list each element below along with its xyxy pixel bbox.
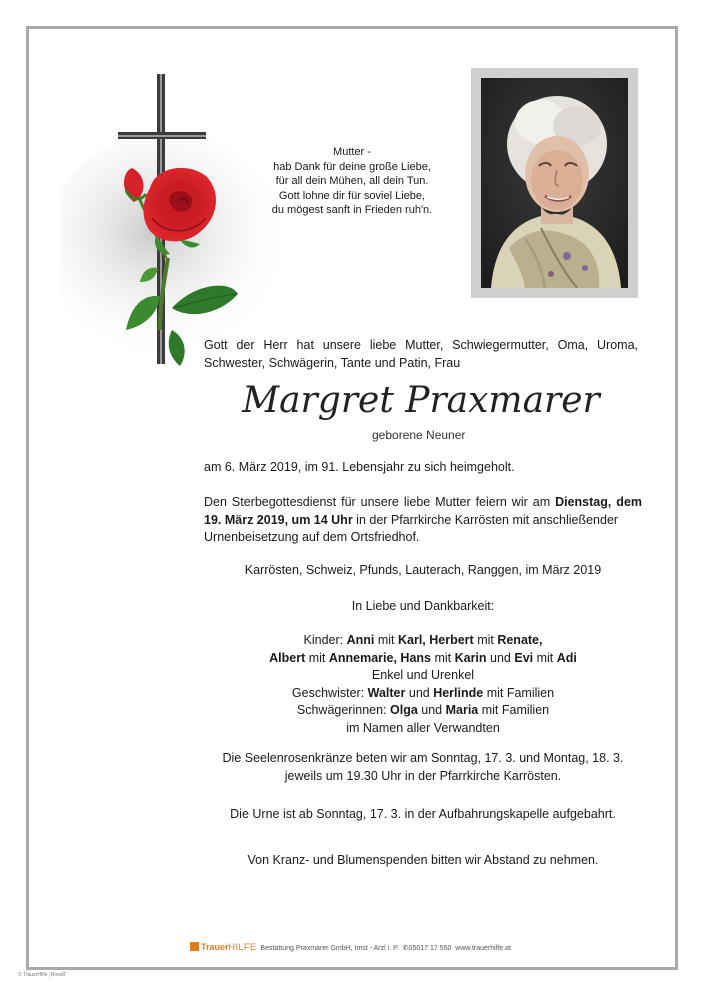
family-name: Albert — [269, 650, 306, 665]
family-conjunction: mit — [305, 650, 329, 665]
gratitude-line: In Liebe und Dankbarkeit: — [351, 599, 495, 613]
rosary-info — [204, 750, 642, 785]
family-conjunction: und — [405, 685, 434, 700]
deceased-name: Margret Praxmarer — [242, 380, 600, 421]
rosary-line: Die Seelenrosenkränze beten wir am Sonntag, 17. 3. und Montag, 18. 3. — [222, 751, 624, 765]
service-line — [204, 512, 642, 530]
service-date-bold: Dienstag, dem — [555, 495, 643, 509]
service-date-bold: 19. März 2019, um 14 Uhr — [204, 512, 353, 527]
poem-line: hab Dank für deine große Liebe, — [273, 160, 431, 173]
family-name: Karl, Herbert — [397, 633, 474, 647]
funeral-service-text — [204, 494, 642, 547]
family-name: Walter — [367, 685, 406, 700]
service-line — [204, 494, 642, 512]
family-conjunction: mit — [430, 650, 455, 665]
family-conjunction: mit — [533, 650, 557, 665]
poem-line: Gott lohne dir für soviel Liebe, — [278, 189, 426, 202]
family-conjunction: mit Familien — [478, 703, 550, 717]
brand-hilfe: HILFE — [228, 942, 257, 952]
family-conjunction: und — [486, 650, 515, 665]
family-line-children-2 — [204, 650, 642, 668]
portrait-frame — [471, 68, 638, 298]
intro-line: Schwester, Schwägerin, Tante und Patin, Frau — [204, 355, 461, 370]
places-line: Karrösten, Schweiz, Pfunds, Lauterach, Ranggen, im März 2019 — [244, 563, 602, 577]
urn-info: Die Urne ist ab Sonntag, 17. 3. in der Aufbahrungskapelle aufgebahrt. — [230, 807, 616, 821]
poem-line: für all dein Mühen, all dein Tun. — [275, 175, 429, 187]
service-line: Urnenbeisetzung auf dem Ortsfriedhof. — [204, 530, 420, 544]
family-label: Schwägerinnen: — [296, 703, 390, 717]
family-name: Annemarie, Hans — [328, 650, 431, 665]
family-name: Olga — [390, 703, 418, 717]
family-line-grandchildren: Enkel und Urenkel — [371, 668, 475, 682]
brand-trauer: Trauer — [201, 942, 229, 952]
maiden-name: geborene Neuner — [372, 428, 466, 442]
family-line-siblings — [204, 685, 642, 703]
family-conjunction: mit — [473, 633, 498, 647]
footer — [190, 942, 530, 956]
footer-phone: 05017 17 550 — [408, 945, 452, 952]
family-name: Maria — [445, 703, 479, 717]
family-name: Evi — [514, 650, 534, 665]
poem — [252, 145, 452, 218]
flowers-note: Von Kranz- und Blumenspenden bitten wir Abstand zu nehmen. — [247, 853, 599, 867]
poem-line: Mutter - — [333, 146, 371, 158]
service-text: in der Pfarrkirche Karrösten mit anschließender — [352, 512, 619, 527]
intro-line: Gott der Herr hat unsere liebe Mutter, Schwiegermutter, Oma, Uroma, — [204, 338, 638, 352]
death-line: am 6. März 2019, im 91. Lebensjahr zu sich heimgeholt. — [204, 460, 515, 474]
family-line-children — [204, 632, 642, 650]
family-conjunction: mit Familien — [483, 685, 555, 700]
intro-text — [204, 337, 638, 372]
family-label: Kinder: — [303, 633, 347, 647]
family-name: Adi — [556, 650, 577, 665]
footer-web[interactable]: www.trauerhilfe.at — [455, 945, 511, 952]
service-text: Den Sterbegottesdienst für unsere liebe Mutter feiern wir am — [204, 495, 556, 509]
family-name: Herlinde — [433, 685, 484, 700]
poem-line: du mögest sanft in Frieden ruh'n. — [271, 204, 433, 216]
family-name: Renate, — [497, 633, 543, 647]
copyright-note: © TrauerHilfe „Rose8" — [18, 972, 67, 978]
portrait-photo — [481, 78, 628, 288]
rosary-line: jeweils um 19.30 Uhr in der Pfarrkirche Karrösten. — [284, 768, 562, 783]
family-line-relatives: im Namen aller Verwandten — [346, 720, 500, 735]
family-name: Anni — [346, 633, 375, 647]
family-list — [204, 632, 642, 737]
trauerhilfe-logo-icon — [190, 942, 199, 951]
family-label: Geschwister: — [291, 685, 368, 700]
family-conjunction: mit — [374, 633, 398, 647]
family-line-sisters-in-law — [204, 702, 642, 720]
family-conjunction: und — [417, 703, 446, 717]
phone-icon: ✆ — [402, 945, 409, 952]
family-name: Karin — [454, 650, 487, 665]
footer-company: Bestattung Praxmarer GmbH, Imst - Arzl i. P. — [260, 945, 399, 952]
